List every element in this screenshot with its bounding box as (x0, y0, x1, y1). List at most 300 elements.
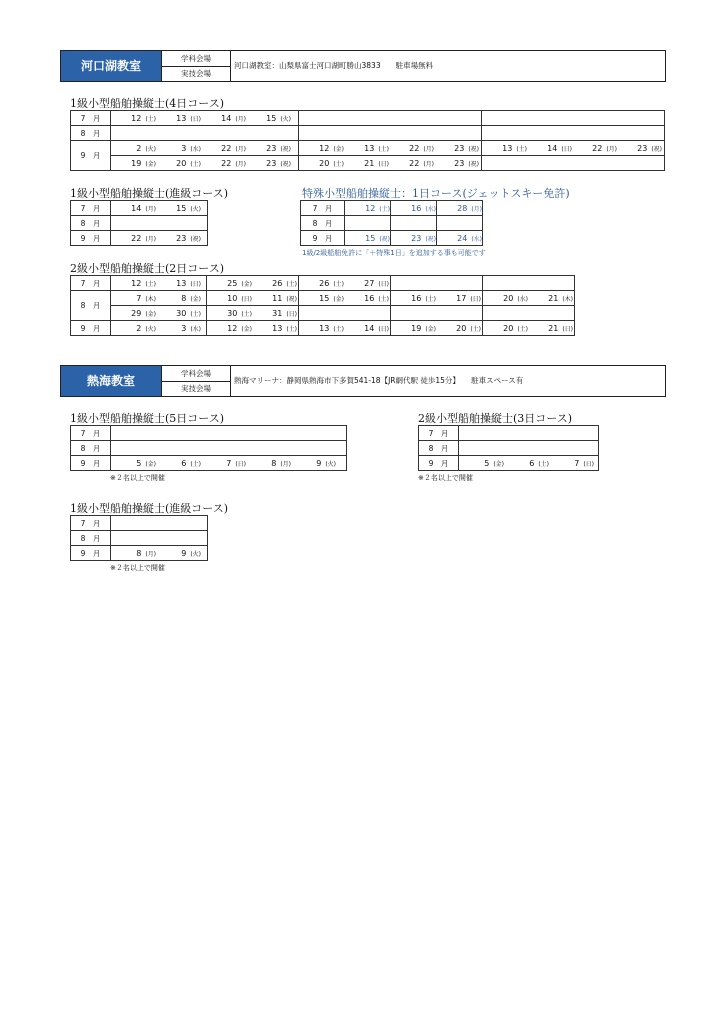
date-entry (391, 204, 436, 213)
weekday-label: (月) (235, 115, 246, 123)
date-entry (437, 234, 482, 243)
month-cell: 7 月 (71, 111, 111, 126)
kawaguchiko-2kyu-2day-title: 2級小型船舶操縦士(2日コース) (70, 262, 225, 275)
date-entry (207, 294, 252, 303)
date-number: 3 (181, 143, 187, 153)
date-number: 22 (409, 143, 420, 153)
atami-1kyu-5day-table (70, 425, 347, 471)
date-number: 20 (503, 293, 514, 303)
date-number: 12 (319, 143, 330, 153)
date-number: 5 (136, 458, 142, 468)
weekday-label: (月) (423, 145, 434, 153)
date-number: 22 (131, 233, 142, 243)
weekday-label: (祝) (468, 145, 479, 153)
date-number: 19 (131, 158, 142, 168)
date-entry (504, 459, 549, 468)
atami-1kyu-5day-title: 1級小型船舶操縦士(5日コース) (70, 412, 225, 425)
month-cell: 9 月 (71, 231, 111, 246)
date-entry (528, 294, 573, 303)
date-entry (207, 324, 252, 333)
weekday-label: (金) (425, 325, 436, 333)
weekday-label: (土) (190, 160, 201, 168)
weekday-label: (日) (378, 160, 389, 168)
date-entry (111, 114, 156, 123)
date-number: 16 (364, 293, 375, 303)
table-row (71, 426, 347, 441)
month-cell: 7 月 (71, 516, 111, 531)
weekday-label: (水) (190, 145, 201, 153)
date-entry (252, 279, 297, 288)
month-cell: 7 月 (71, 201, 111, 216)
month-cell: 8 月 (301, 216, 345, 231)
date-group (111, 231, 208, 246)
date-entry (207, 279, 252, 288)
weekday-label: (土) (378, 295, 389, 303)
weekday-label: (日) (470, 295, 481, 303)
weekday-label: (日) (241, 295, 252, 303)
date-entry (156, 294, 201, 303)
month-cell: 9 月 (301, 231, 345, 246)
date-group (111, 291, 207, 306)
date-number: 22 (592, 143, 603, 153)
weekday-label: (日) (190, 115, 201, 123)
date-group (111, 156, 299, 171)
date-entry (246, 459, 291, 468)
date-entry (391, 294, 436, 303)
date-entry (252, 324, 297, 333)
table-row (419, 456, 599, 471)
date-number: 23 (637, 143, 648, 153)
weekday-label: (土) (470, 325, 481, 333)
date-number: 14 (131, 203, 142, 213)
weekday-label: (金) (493, 460, 504, 468)
date-cell (437, 201, 483, 216)
date-number: 27 (364, 278, 375, 288)
date-entry (434, 144, 479, 153)
date-entry (156, 234, 201, 243)
month-cell: 8 月 (419, 441, 459, 456)
date-number: 21 (548, 293, 559, 303)
weekday-label: (金) (145, 160, 156, 168)
table-row (71, 141, 665, 156)
date-group (111, 276, 207, 291)
weekday-label: (月) (145, 550, 156, 558)
date-number: 16 (411, 203, 422, 213)
date-group (111, 201, 208, 216)
table-row (301, 231, 483, 246)
date-number: 22 (409, 158, 420, 168)
date-entry (156, 549, 201, 558)
date-group (299, 321, 391, 336)
date-number: 9 (316, 458, 322, 468)
date-number: 9 (181, 548, 187, 558)
date-number: 22 (221, 158, 232, 168)
weekday-label: (土) (190, 460, 201, 468)
weekday-label: (金) (241, 325, 252, 333)
date-entry (434, 159, 479, 168)
month-cell: 9 月 (71, 546, 111, 561)
kawaguchiko-1kyu-4day-title: 1級小型船舶操縦士(4日コース) (70, 97, 225, 110)
date-entry (246, 114, 291, 123)
date-entry (437, 204, 482, 213)
date-entry (391, 234, 436, 243)
date-number: 6 (529, 458, 535, 468)
date-entry (156, 114, 201, 123)
weekday-label: (火) (190, 550, 201, 558)
kawaguchiko-1kyu-upgrade-title: 1級小型船舶操縦士(進級コース) (70, 187, 229, 200)
month-cell: 8 月 (71, 441, 111, 456)
date-number: 20 (456, 323, 467, 333)
date-number: 8 (181, 293, 187, 303)
weekday-label: (木) (145, 295, 156, 303)
date-number: 28 (457, 203, 468, 213)
date-entry (111, 294, 156, 303)
table-row (71, 456, 347, 471)
weekday-label: (祝) (425, 235, 436, 243)
atami-1kyu-upgrade-table (70, 515, 208, 561)
date-entry (482, 144, 527, 153)
weekday-label: (月) (235, 145, 246, 153)
date-number: 21 (364, 158, 375, 168)
weekday-label: (金) (145, 460, 156, 468)
table-row (419, 426, 599, 441)
date-number: 5 (484, 458, 490, 468)
date-number: 12 (227, 323, 238, 333)
weekday-label: (土) (145, 115, 156, 123)
date-number: 11 (272, 293, 283, 303)
month-cell: 7 月 (301, 201, 345, 216)
weekday-label: (日) (235, 460, 246, 468)
weekday-label: (水) (190, 325, 201, 333)
weekday-label: (祝) (286, 295, 297, 303)
month-cell: 8 月 (71, 291, 111, 321)
date-entry (299, 144, 344, 153)
date-entry (549, 459, 594, 468)
date-entry (156, 324, 201, 333)
date-entry (111, 459, 156, 468)
atami-1kyu-upgrade-note: ※２名以上で開催 (110, 564, 165, 572)
weekday-label: (火) (190, 205, 201, 213)
date-entry (111, 309, 156, 318)
weekday-label: (月) (145, 205, 156, 213)
date-entry (252, 309, 297, 318)
weekday-label: (土) (333, 280, 344, 288)
table-row (71, 321, 575, 336)
date-entry (201, 144, 246, 153)
date-number: 20 (503, 323, 514, 333)
kawaguchiko-special-1day-title: 特殊小型船舶操縦士：1日コース(ジェットスキー免許) (302, 187, 570, 200)
date-entry (344, 294, 389, 303)
weekday-label: (金) (333, 145, 344, 153)
weekday-label: (月) (235, 160, 246, 168)
date-cell (345, 201, 391, 216)
kawaguchiko-address: 河口湖教室：山梨県富士河口湖町勝山3833 駐車場無料 (230, 51, 433, 81)
date-entry (246, 159, 291, 168)
month-cell: 9 月 (71, 456, 111, 471)
atami-2kyu-3day-table (418, 425, 599, 471)
date-number: 19 (411, 323, 422, 333)
date-group (207, 321, 299, 336)
weekday-label: (水) (425, 205, 436, 213)
weekday-label: (月) (606, 145, 617, 153)
date-number: 29 (131, 308, 142, 318)
weekday-label: (日) (562, 325, 573, 333)
weekday-label: (月) (471, 205, 482, 213)
month-cell: 9 月 (71, 321, 111, 336)
date-number: 23 (454, 158, 465, 168)
date-number: 24 (457, 233, 468, 243)
date-entry (528, 324, 573, 333)
weekday-label: (土) (333, 325, 344, 333)
atami-2kyu-3day-title: 2級小型船舶操縦士(3日コース) (418, 412, 573, 425)
month-cell: 8 月 (71, 216, 111, 231)
date-number: 23 (266, 143, 277, 153)
date-entry (111, 204, 156, 213)
month-cell: 9 月 (71, 141, 111, 171)
date-number: 25 (227, 278, 238, 288)
weekday-label: (月) (423, 160, 434, 168)
date-number: 20 (319, 158, 330, 168)
weekday-label: (祝) (190, 235, 201, 243)
date-number: 7 (574, 458, 580, 468)
table-row (71, 276, 575, 291)
date-group (111, 321, 207, 336)
date-group (207, 291, 299, 306)
weekday-label: (祝) (468, 160, 479, 168)
date-entry (617, 144, 662, 153)
date-group (299, 141, 482, 156)
date-entry (207, 309, 252, 318)
weekday-label: (祝) (280, 145, 291, 153)
weekday-label: (日) (583, 460, 594, 468)
date-number: 2 (136, 143, 142, 153)
date-entry (111, 549, 156, 558)
lecture-venue-label: 学科会場 (161, 366, 230, 382)
weekday-label: (祝) (280, 160, 291, 168)
weekday-label: (土) (378, 145, 389, 153)
date-entry (572, 144, 617, 153)
date-number: 17 (456, 293, 467, 303)
date-cell (437, 231, 483, 246)
weekday-label: (火) (145, 325, 156, 333)
atami-1kyu-5day-note: ※２名以上で開催 (110, 474, 165, 482)
month-cell: 9 月 (419, 456, 459, 471)
table-row (71, 231, 208, 246)
date-group (483, 291, 575, 306)
date-entry (344, 144, 389, 153)
date-number: 3 (181, 323, 187, 333)
date-entry (252, 294, 297, 303)
date-entry (156, 459, 201, 468)
lecture-venue-label: 学科会場 (161, 51, 230, 67)
kawaguchiko-special-1day-table (300, 200, 483, 246)
date-entry (246, 144, 291, 153)
date-number: 26 (272, 278, 283, 288)
date-number: 21 (548, 323, 559, 333)
weekday-label: (日) (378, 325, 389, 333)
table-row (71, 531, 208, 546)
date-number: 8 (136, 548, 142, 558)
date-number: 26 (319, 278, 330, 288)
weekday-label: (日) (561, 145, 572, 153)
date-entry (299, 159, 344, 168)
atami-1kyu-upgrade-title: 1級小型船舶操縦士(進級コース) (70, 502, 229, 515)
table-row (71, 156, 665, 171)
date-number: 30 (227, 308, 238, 318)
date-entry (344, 159, 389, 168)
date-entry (391, 324, 436, 333)
kawaguchiko-1kyu-4day-table (70, 110, 665, 171)
practical-venue-label: 実技会場 (161, 381, 230, 396)
date-entry (527, 144, 572, 153)
date-entry (299, 279, 344, 288)
date-number: 23 (176, 233, 187, 243)
date-number: 2 (136, 323, 142, 333)
date-entry (201, 459, 246, 468)
table-row (301, 216, 483, 231)
date-number: 7 (226, 458, 232, 468)
kawaguchiko-school-label: 河口湖教室 (61, 51, 161, 81)
date-group (483, 321, 575, 336)
date-cell (391, 201, 437, 216)
weekday-label: (土) (286, 325, 297, 333)
weekday-label: (日) (378, 280, 389, 288)
table-row (71, 441, 347, 456)
date-number: 30 (176, 308, 187, 318)
table-row (71, 516, 208, 531)
weekday-label: (月) (145, 235, 156, 243)
weekday-label: (土) (241, 310, 252, 318)
table-row (71, 126, 665, 141)
atami-address: 熱海マリーナ：静岡県熱海市下多賀541-18【JR網代駅 徒歩15分】 駐車スペース有 (230, 366, 523, 396)
weekday-label: (月) (280, 460, 291, 468)
weekday-label: (土) (190, 310, 201, 318)
date-number: 23 (454, 143, 465, 153)
month-cell: 8 月 (71, 126, 111, 141)
weekday-label: (火) (145, 145, 156, 153)
date-entry (111, 324, 156, 333)
date-entry (201, 114, 246, 123)
date-group (111, 111, 299, 126)
date-entry (111, 279, 156, 288)
date-entry (344, 324, 389, 333)
date-entry (345, 204, 390, 213)
date-entry (111, 234, 156, 243)
atami-school-label: 熱海教室 (61, 366, 161, 396)
date-entry (111, 144, 156, 153)
date-entry (111, 159, 156, 168)
month-cell: 8 月 (71, 531, 111, 546)
date-cell (391, 231, 437, 246)
date-number: 13 (176, 113, 187, 123)
weekday-label: (金) (145, 310, 156, 318)
date-entry (483, 294, 528, 303)
weekday-label: (火) (325, 460, 336, 468)
date-number: 14 (547, 143, 558, 153)
weekday-label: (水) (517, 295, 528, 303)
date-group (111, 306, 207, 321)
date-group (391, 291, 483, 306)
table-row (71, 291, 575, 306)
date-number: 15 (266, 113, 277, 123)
month-cell: 7 月 (71, 426, 111, 441)
date-number: 15 (365, 233, 376, 243)
table-row (71, 546, 208, 561)
date-entry (156, 159, 201, 168)
date-group (459, 456, 599, 471)
weekday-label: (火) (280, 115, 291, 123)
weekday-label: (祝) (651, 145, 662, 153)
date-number: 14 (221, 113, 232, 123)
date-number: 7 (136, 293, 142, 303)
table-row (71, 201, 208, 216)
weekday-label: (土) (516, 145, 527, 153)
weekday-label: (木) (562, 295, 573, 303)
date-entry (156, 279, 201, 288)
date-number: 14 (364, 323, 375, 333)
weekday-label: (祝) (379, 235, 390, 243)
weekday-label: (土) (538, 460, 549, 468)
date-number: 23 (411, 233, 422, 243)
date-group (111, 456, 347, 471)
weekday-label: (土) (145, 280, 156, 288)
date-number: 12 (365, 203, 376, 213)
date-group (299, 291, 391, 306)
kawaguchiko-header (60, 50, 666, 82)
date-number: 10 (227, 293, 238, 303)
practical-venue-label: 実技会場 (161, 66, 230, 81)
date-entry (201, 159, 246, 168)
weekday-label: (水) (471, 235, 482, 243)
atami-header (60, 365, 666, 397)
date-number: 12 (131, 278, 142, 288)
table-row (71, 216, 208, 231)
weekday-label: (土) (379, 205, 390, 213)
date-cell (345, 231, 391, 246)
weekday-label: (金) (241, 280, 252, 288)
date-entry (389, 144, 434, 153)
date-group (391, 321, 483, 336)
date-entry (299, 294, 344, 303)
date-number: 6 (181, 458, 187, 468)
special-course-note: 1級/2級船舶免許に「＋特殊1日」を追加する事も可能です (302, 249, 486, 257)
date-number: 20 (176, 158, 187, 168)
kawaguchiko-2kyu-2day-table (70, 275, 575, 336)
date-group (299, 276, 391, 291)
date-entry (483, 324, 528, 333)
date-entry (436, 294, 481, 303)
weekday-label: (金) (190, 295, 201, 303)
date-number: 13 (176, 278, 187, 288)
weekday-label: (日) (286, 310, 297, 318)
weekday-label: (土) (333, 160, 344, 168)
weekday-label: (土) (425, 295, 436, 303)
weekday-label: (金) (333, 295, 344, 303)
date-entry (156, 309, 201, 318)
date-group (111, 546, 208, 561)
date-number: 31 (272, 308, 283, 318)
table-row (71, 111, 665, 126)
date-number: 22 (221, 143, 232, 153)
date-entry (436, 324, 481, 333)
date-number: 15 (319, 293, 330, 303)
date-group (207, 306, 299, 321)
date-entry (156, 204, 201, 213)
date-number: 8 (271, 458, 277, 468)
date-entry (291, 459, 336, 468)
date-number: 16 (411, 293, 422, 303)
date-group (482, 141, 665, 156)
